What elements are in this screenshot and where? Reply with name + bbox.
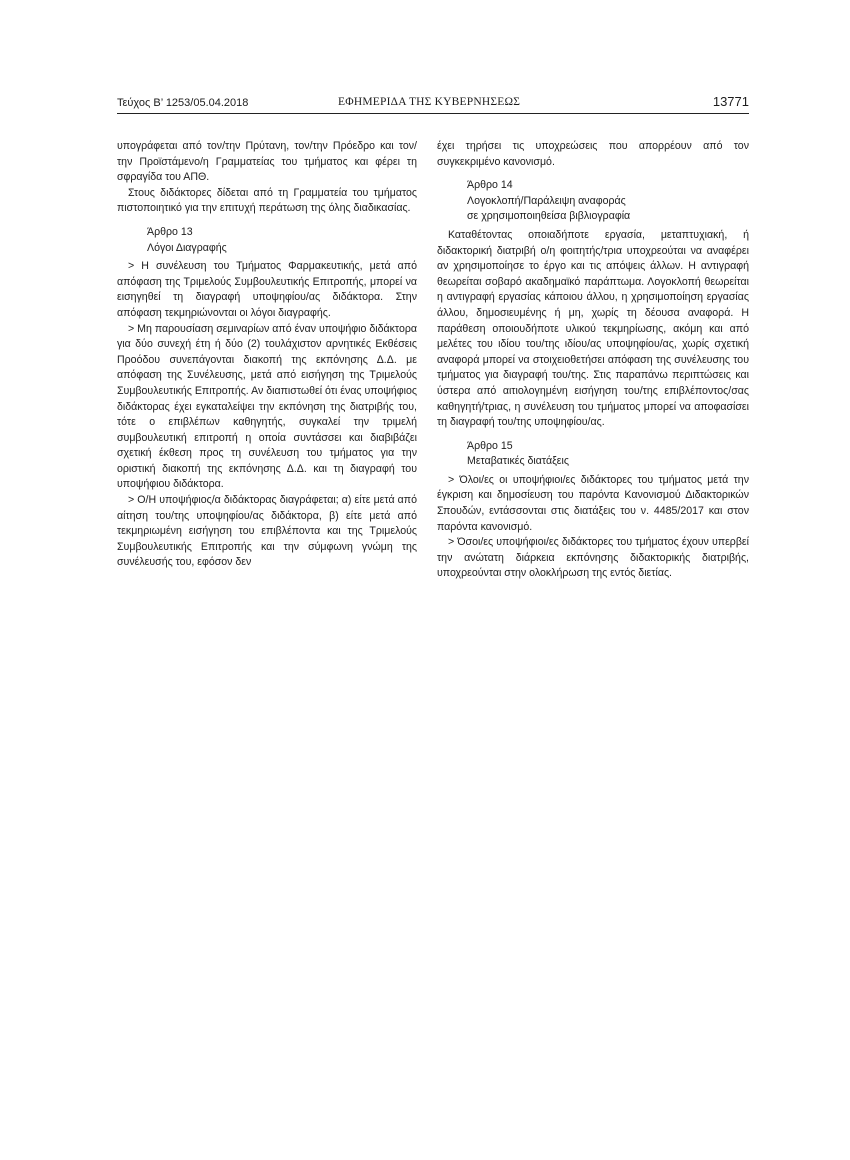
gazette-title: ΕΦΗΜΕΡΙΔΑ ΤΗΣ ΚΥΒΕΡΝΗΣΕΩΣ xyxy=(338,96,521,108)
left-column xyxy=(117,139,417,571)
page-header xyxy=(117,94,749,114)
article-number: Άρθρο 15 xyxy=(467,439,513,452)
article-title: Λόγοι Διαγραφής xyxy=(147,241,227,254)
issue-number: Τεύχος Β’ 1253/05.04.2018 xyxy=(117,97,249,109)
article-title: σε χρησιμοποιηθείσα βιβλιογραφία xyxy=(467,210,631,223)
paragraph: υπογράφεται από τον/την Πρύτανη, τον/την Πρόεδρο και τον/την Προϊστάμενο/η Γραμματείας του τμήματος και φέρει τη σφραγίδα του ΑΠΘ. xyxy=(117,140,417,184)
right-column xyxy=(437,139,749,582)
paragraph: > Ο/Η υποψήφιος/α διδάκτορας διαγράφεται; α) είτε μετά από αίτηση του/της υποψηφίου/ας διδάκτορα, β) είτε μετά από τεκμηριωμένη εισήγηση του επιβλέποντα και της Τριμελούς Συμβουλευτικής Επιτροπής και την σύμφωνη γνώμη της συνέλευσής του, εφόσον δεν xyxy=(117,494,417,569)
article-number: Άρθρο 14 xyxy=(467,179,513,192)
paragraph: Στους διδάκτορες δίδεται από τη Γραμματεία του τμήματος πιστοποιητικό για την επιτυχή περάτωση της όλης διαδικασίας. xyxy=(117,186,417,215)
paragraph: έχει τηρήσει τις υποχρεώσεις που απορρέουν από τον συγκεκριμένο κανονισμό. xyxy=(437,140,749,168)
paragraph: Καταθέτοντας οποιαδήποτε εργασία, μεταπτυχιακή, ή διδακτορική διατριβή ο/η φοιτητής/τρια υποχρεούται να αναφέρει αν χρησιμοποίησε το έργο και τις απόψεις άλλων. Η αντιγραφή θεωρείται σοβαρό ακαδημαϊκό παράπτωμα. Λογοκλοπή θεωρείται η αντιγραφή εργασίας κάποιου άλλου, η χρησιμοποίηση εργασίας άλλου, δημοσιευμένης ή μη, χωρίς τη δέουσα αναφορά. Η παράθεση οποιουδήποτε υλικού τεκμηρίωσης, ακόμη και από μελέτες του ιδίου του/της ιδίου/ας υποψηφίου/ας, χωρίς σχετική αναφορά μπορεί να στοιχειοθετήσει απόφαση της συνέλευσης του τμήματος για διαγραφή του/της. Στις παραπάνω περιπτώσεις και ύστερα από αιτιολογημένη εισήγηση του/της επιβλέποντος/σας καθηγητή/τριας, η συνέλευση του τμήματος μπορεί να αποφασίσει τη διαγραφή του/της υποψηφίου/ας. xyxy=(437,228,749,429)
article-title: Μεταβατικές διατάξεις xyxy=(467,455,569,468)
article-title: Λογοκλοπή/Παράλειψη αναφοράς xyxy=(467,194,626,207)
header-divider xyxy=(117,113,749,114)
paragraph: > Μη παρουσίαση σεμιναρίων από έναν υποψήφιο διδάκτορα για δύο συνεχή έτη ή δύο (2) τουλάχιστον αρνητικές Εκθέσεις Προόδου συνεπάγονται διακοπή της εκπόνησης Δ.Δ. με απόφαση της Συνέλευσης, μετά από εισήγηση της Τριμελούς Συμβουλευτικής Επιτροπής. Αν διαπιστωθεί ότι ένας υποψήφιος διδάκτορας έχει εγκαταλείψει την εκπόνηση της διατριβής του, τότε ο επιβλέπων καθηγητής, συγκαλεί την τριμελή συμβουλευτική επιτροπή η οποία συντάσσει και διαβιβάζει σχετική έκθεση προς τη συνέλευση του τμήματος για την οριστική διακοπή της εκπόνησης Δ.Δ. και τη διαγραφή του υποψήφιου διδάκτορα. xyxy=(117,322,417,491)
paragraph: > Όλοι/ες οι υποψήφιοι/ες διδάκτορες του τμήματος μετά την έγκριση και δημοσίευση του παρόντα Κανονισμού Διδακτορικών Σπουδών, εντάσσονται στις διατάξεις του ν. 4485/2017 και στον παρόντα κανονισμό. xyxy=(437,473,749,533)
paragraph: > Η συνέλευση του Τμήματος Φαρμακευτικής, μετά από απόφαση της Τριμελούς Συμβουλευτικής Επιτροπής, μπορεί να εισηγηθεί τη διαγραφή υποψηφίου/ας διδάκτορα. Στην απόφαση τεκμηριώνονται οι λόγοι διαγραφής. xyxy=(117,260,417,319)
page-number: 13771 xyxy=(712,94,749,109)
paragraph: > Όσοι/ες υποψήφιοι/ες διδάκτορες του τμήματος έχουν υπερβεί την ανώτατη διάρκεια εκπόνησης διδακτορικής διατριβής, υποχρεούνται στην ολοκλήρωση της εντός διετίας. xyxy=(437,536,749,580)
article-number: Άρθρο 13 xyxy=(147,225,193,238)
